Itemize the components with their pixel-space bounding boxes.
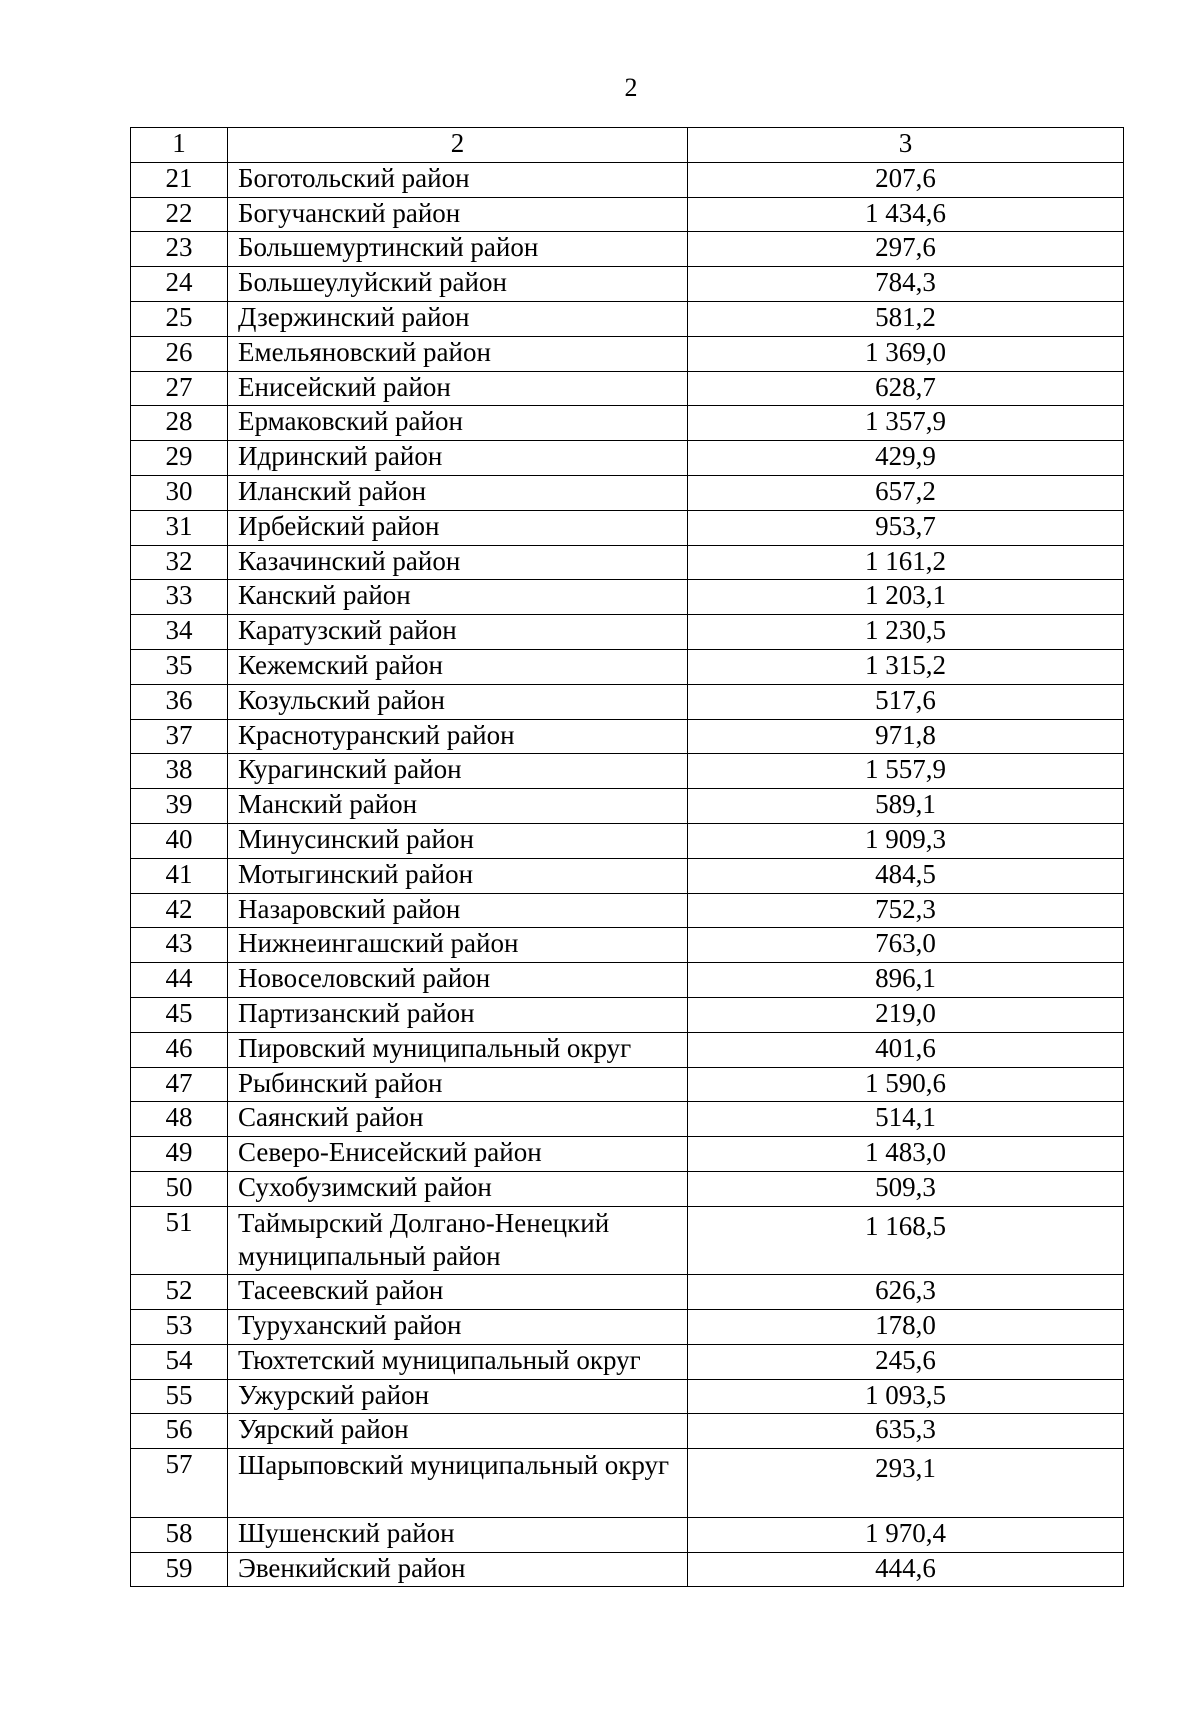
row-name-cell: Шушенский район	[228, 1517, 688, 1552]
table-row	[131, 232, 1124, 267]
row-number-cell: 22	[131, 197, 228, 232]
row-number-cell: 39	[131, 789, 228, 824]
row-value-cell: 207,6	[688, 162, 1124, 197]
row-value-cell: 293,1	[688, 1449, 1124, 1518]
row-name-cell: Нижнеингашский район	[228, 928, 688, 963]
table-row	[131, 754, 1124, 789]
row-value-cell: 1 161,2	[688, 545, 1124, 580]
row-name-cell: Боготольский район	[228, 162, 688, 197]
row-value-cell: 896,1	[688, 963, 1124, 998]
row-number-cell: 28	[131, 406, 228, 441]
row-name-cell: Ирбейский район	[228, 510, 688, 545]
row-name-cell: Партизанский район	[228, 997, 688, 1032]
row-value-cell: 626,3	[688, 1275, 1124, 1310]
table-row	[131, 789, 1124, 824]
header-cell-number: 1	[131, 128, 228, 163]
table-row	[131, 1137, 1124, 1172]
row-number-cell: 40	[131, 823, 228, 858]
table-row	[131, 823, 1124, 858]
row-number-cell: 37	[131, 719, 228, 754]
row-value-cell: 484,5	[688, 858, 1124, 893]
row-value-cell: 297,6	[688, 232, 1124, 267]
table-row	[131, 162, 1124, 197]
row-name-cell: Каратузский район	[228, 615, 688, 650]
row-number-cell: 26	[131, 336, 228, 371]
row-number-cell: 30	[131, 475, 228, 510]
row-name-cell: Минусинский район	[228, 823, 688, 858]
table-row	[131, 1206, 1124, 1275]
row-value-cell: 1 434,6	[688, 197, 1124, 232]
row-number-cell: 23	[131, 232, 228, 267]
row-number-cell: 50	[131, 1171, 228, 1206]
row-value-cell: 971,8	[688, 719, 1124, 754]
row-name-cell: Идринский район	[228, 441, 688, 476]
row-number-cell: 54	[131, 1344, 228, 1379]
row-number-cell: 46	[131, 1032, 228, 1067]
row-value-cell: 1 909,3	[688, 823, 1124, 858]
row-value-cell: 1 168,5	[688, 1206, 1124, 1275]
row-number-cell: 55	[131, 1379, 228, 1414]
row-name-cell: Туруханский район	[228, 1310, 688, 1345]
row-name-cell: Таймырский Долгано-Ненецкий муниципальный район	[228, 1206, 688, 1275]
header-cell-value: 3	[688, 128, 1124, 163]
table-row	[131, 963, 1124, 998]
data-table	[130, 127, 1124, 1587]
table-row	[131, 858, 1124, 893]
row-name-cell: Пировский муниципальный округ	[228, 1032, 688, 1067]
table-row	[131, 684, 1124, 719]
row-name-cell: Рыбинский район	[228, 1067, 688, 1102]
table-row	[131, 336, 1124, 371]
row-name-cell: Емельяновский район	[228, 336, 688, 371]
table-row	[131, 719, 1124, 754]
table-row	[131, 1552, 1124, 1587]
row-number-cell: 24	[131, 267, 228, 302]
row-name-cell: Тюхтетский муниципальный округ	[228, 1344, 688, 1379]
row-value-cell: 245,6	[688, 1344, 1124, 1379]
table-row	[131, 1517, 1124, 1552]
table-row	[131, 928, 1124, 963]
row-number-cell: 59	[131, 1552, 228, 1587]
table-row	[131, 371, 1124, 406]
table-row	[131, 997, 1124, 1032]
row-name-cell: Тасеевский район	[228, 1275, 688, 1310]
row-name-cell: Дзержинский район	[228, 301, 688, 336]
row-number-cell: 36	[131, 684, 228, 719]
table-row	[131, 1344, 1124, 1379]
table-row	[131, 1449, 1124, 1518]
row-name-cell: Иланский район	[228, 475, 688, 510]
row-name-cell: Северо-Енисейский район	[228, 1137, 688, 1172]
row-value-cell: 429,9	[688, 441, 1124, 476]
table-row	[131, 545, 1124, 580]
row-value-cell: 514,1	[688, 1102, 1124, 1137]
row-name-cell: Кежемский район	[228, 649, 688, 684]
row-value-cell: 1 557,9	[688, 754, 1124, 789]
row-number-cell: 31	[131, 510, 228, 545]
row-name-cell: Манский район	[228, 789, 688, 824]
row-number-cell: 35	[131, 649, 228, 684]
table-row	[131, 1275, 1124, 1310]
table-row	[131, 1102, 1124, 1137]
row-number-cell: 48	[131, 1102, 228, 1137]
row-number-cell: 29	[131, 441, 228, 476]
row-name-cell: Саянский район	[228, 1102, 688, 1137]
row-value-cell: 178,0	[688, 1310, 1124, 1345]
table-header-row	[131, 128, 1124, 163]
row-value-cell: 589,1	[688, 789, 1124, 824]
row-number-cell: 38	[131, 754, 228, 789]
row-value-cell: 1 357,9	[688, 406, 1124, 441]
row-value-cell: 517,6	[688, 684, 1124, 719]
table-row	[131, 1379, 1124, 1414]
row-number-cell: 56	[131, 1414, 228, 1449]
row-name-cell: Канский район	[228, 580, 688, 615]
row-number-cell: 49	[131, 1137, 228, 1172]
table-row	[131, 649, 1124, 684]
row-number-cell: 41	[131, 858, 228, 893]
table-row	[131, 510, 1124, 545]
table-row	[131, 197, 1124, 232]
row-number-cell: 53	[131, 1310, 228, 1345]
page-number: 2	[624, 73, 638, 102]
row-value-cell: 1 483,0	[688, 1137, 1124, 1172]
row-value-cell: 1 315,2	[688, 649, 1124, 684]
row-name-cell: Ермаковский район	[228, 406, 688, 441]
row-number-cell: 44	[131, 963, 228, 998]
table-row	[131, 475, 1124, 510]
row-value-cell: 1 230,5	[688, 615, 1124, 650]
table-row	[131, 615, 1124, 650]
table-row	[131, 1414, 1124, 1449]
row-number-cell: 42	[131, 893, 228, 928]
row-number-cell: 33	[131, 580, 228, 615]
row-name-cell: Мотыгинский район	[228, 858, 688, 893]
row-name-cell: Шарыповский муниципальный округ	[228, 1449, 688, 1518]
row-value-cell: 1 093,5	[688, 1379, 1124, 1414]
row-number-cell: 21	[131, 162, 228, 197]
row-value-cell: 219,0	[688, 997, 1124, 1032]
row-value-cell: 401,6	[688, 1032, 1124, 1067]
table-row	[131, 1067, 1124, 1102]
table-body	[131, 128, 1124, 1587]
table-row	[131, 1310, 1124, 1345]
row-number-cell: 34	[131, 615, 228, 650]
table-row	[131, 893, 1124, 928]
row-name-cell: Козульский район	[228, 684, 688, 719]
row-name-cell: Енисейский район	[228, 371, 688, 406]
row-value-cell: 628,7	[688, 371, 1124, 406]
row-number-cell: 52	[131, 1275, 228, 1310]
row-number-cell: 47	[131, 1067, 228, 1102]
row-value-cell: 1 203,1	[688, 580, 1124, 615]
row-value-cell: 1 590,6	[688, 1067, 1124, 1102]
row-value-cell: 763,0	[688, 928, 1124, 963]
row-name-cell: Большемуртинский район	[228, 232, 688, 267]
row-name-cell: Ужурский район	[228, 1379, 688, 1414]
table-row	[131, 267, 1124, 302]
row-name-cell: Богучанский район	[228, 197, 688, 232]
row-value-cell: 784,3	[688, 267, 1124, 302]
table-row	[131, 406, 1124, 441]
row-value-cell: 635,3	[688, 1414, 1124, 1449]
row-value-cell: 1 369,0	[688, 336, 1124, 371]
row-number-cell: 51	[131, 1206, 228, 1275]
row-value-cell: 444,6	[688, 1552, 1124, 1587]
row-name-cell: Курагинский район	[228, 754, 688, 789]
row-number-cell: 57	[131, 1449, 228, 1518]
row-value-cell: 953,7	[688, 510, 1124, 545]
row-name-cell: Сухобузимский район	[228, 1171, 688, 1206]
table-row	[131, 1171, 1124, 1206]
table-row	[131, 580, 1124, 615]
row-name-cell: Большеулуйский район	[228, 267, 688, 302]
row-value-cell: 509,3	[688, 1171, 1124, 1206]
row-value-cell: 752,3	[688, 893, 1124, 928]
row-name-cell: Краснотуранский район	[228, 719, 688, 754]
row-value-cell: 1 970,4	[688, 1517, 1124, 1552]
row-name-cell: Уярский район	[228, 1414, 688, 1449]
table-row	[131, 1032, 1124, 1067]
row-value-cell: 657,2	[688, 475, 1124, 510]
row-value-cell: 581,2	[688, 301, 1124, 336]
row-number-cell: 45	[131, 997, 228, 1032]
row-number-cell: 32	[131, 545, 228, 580]
row-name-cell: Назаровский район	[228, 893, 688, 928]
row-name-cell: Эвенкийский район	[228, 1552, 688, 1587]
table-row	[131, 441, 1124, 476]
row-name-cell: Казачинский район	[228, 545, 688, 580]
row-number-cell: 43	[131, 928, 228, 963]
row-name-cell: Новоселовский район	[228, 963, 688, 998]
row-number-cell: 25	[131, 301, 228, 336]
row-number-cell: 27	[131, 371, 228, 406]
header-cell-name: 2	[228, 128, 688, 163]
table-row	[131, 301, 1124, 336]
row-number-cell: 58	[131, 1517, 228, 1552]
